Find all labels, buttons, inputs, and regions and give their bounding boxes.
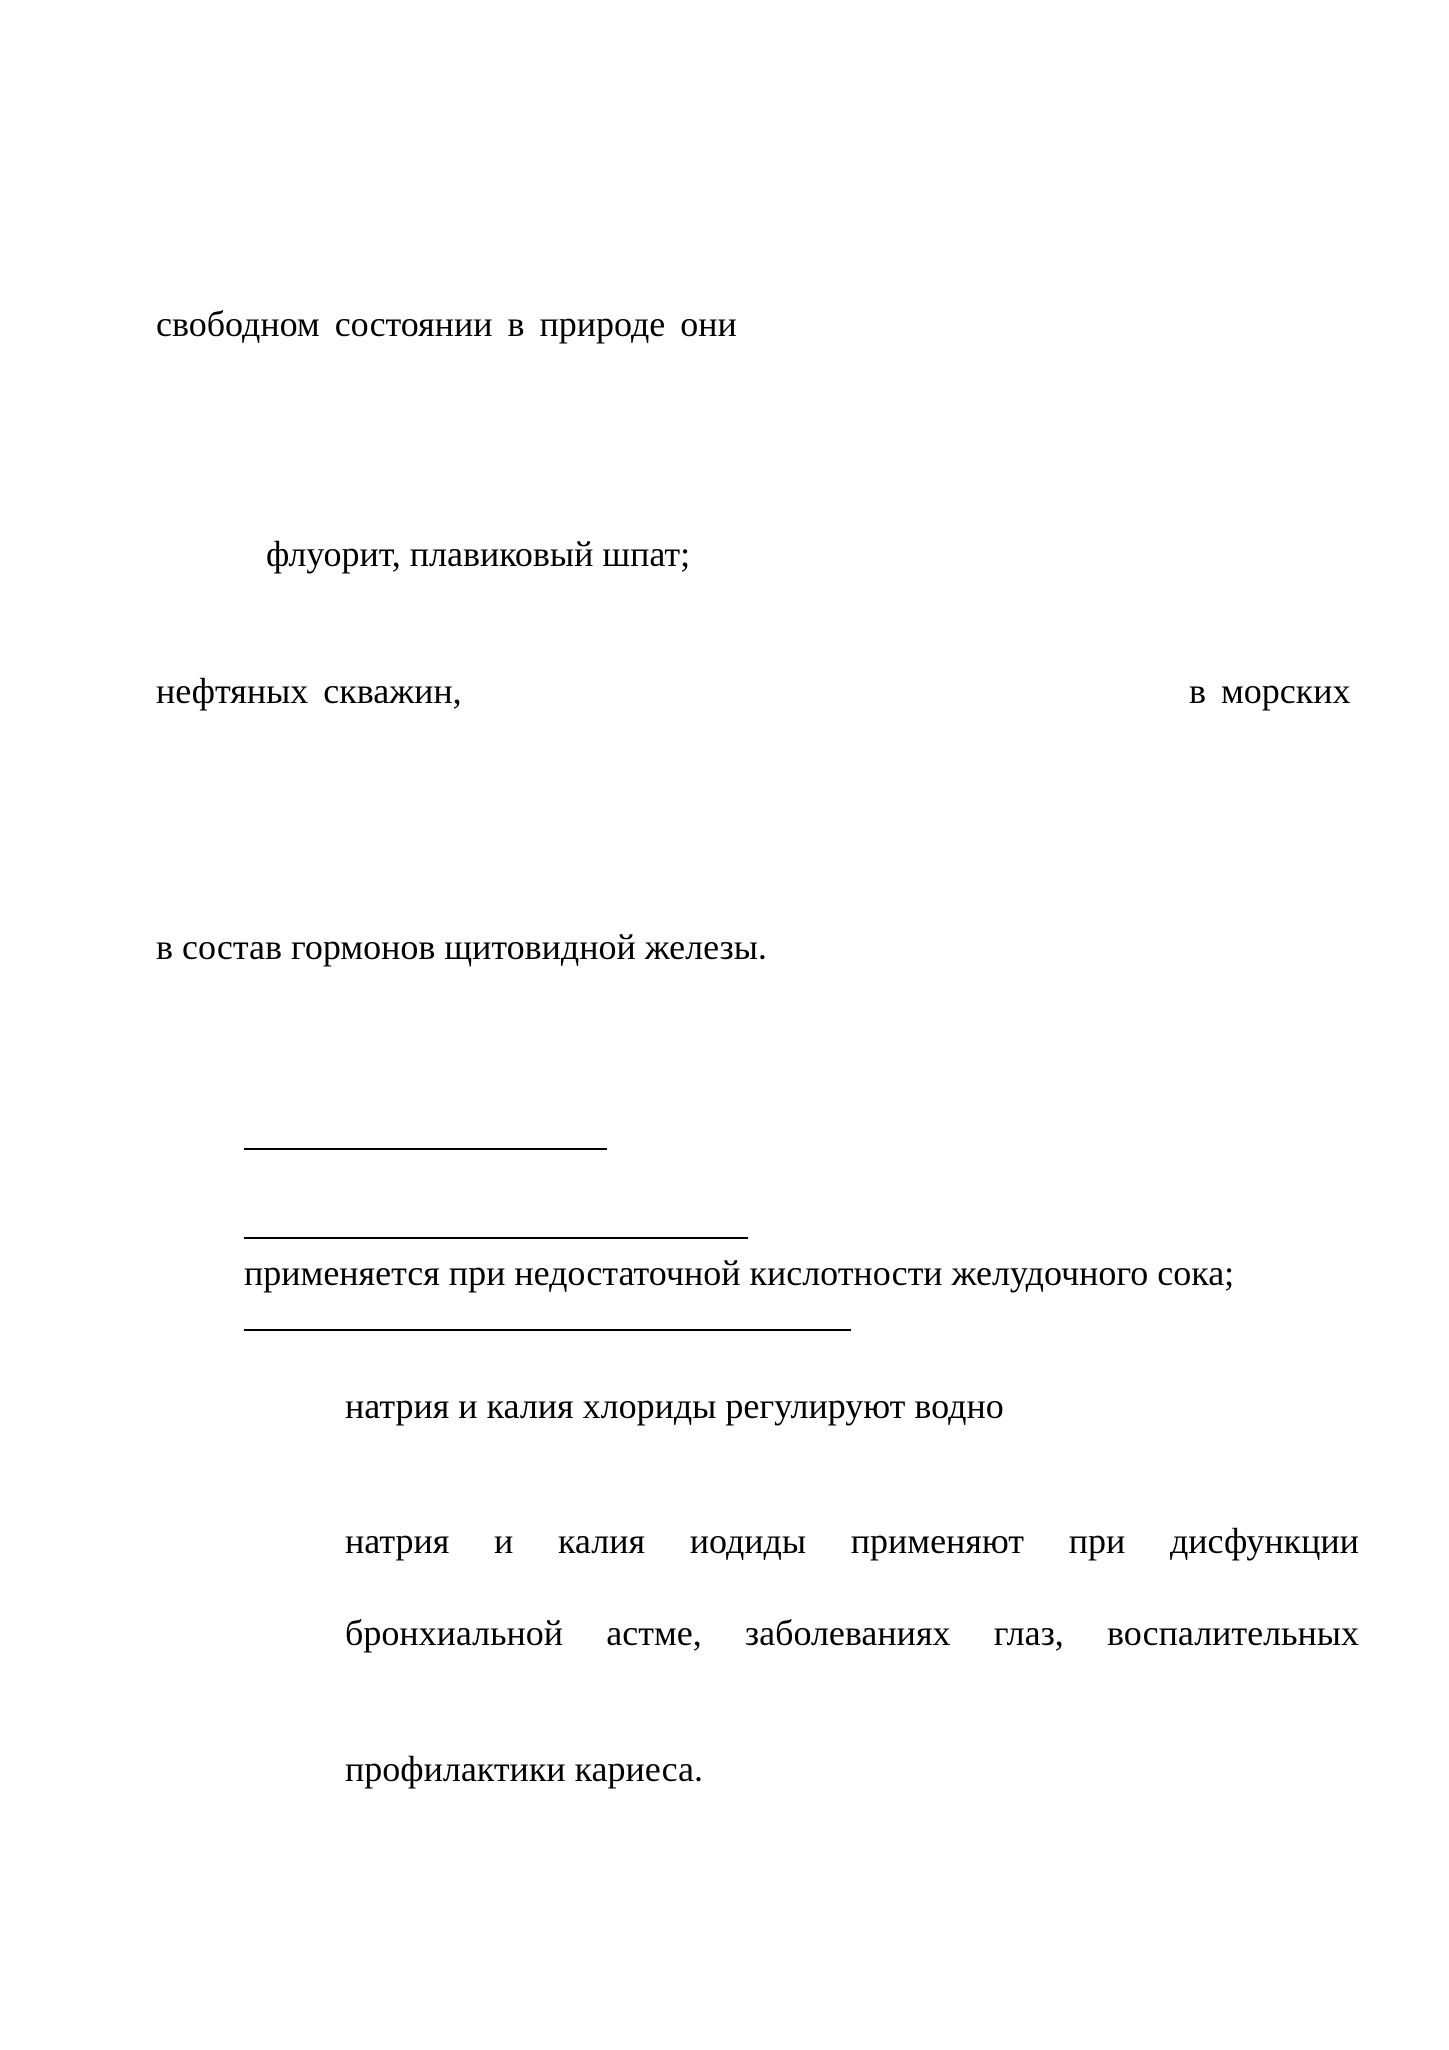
word: дисфункции	[1169, 1521, 1359, 1561]
text-line-chlorides: натрия и калия хлориды регулируют водно	[345, 1386, 1004, 1426]
text-line-natural-state: свободном состоянии в природе они	[156, 304, 737, 344]
word: заболеваниях	[744, 1613, 951, 1653]
word: астме,	[606, 1613, 702, 1653]
word: калия	[557, 1521, 646, 1561]
text-line-oil-wells: нефтяных скважин,	[156, 671, 462, 711]
word: бронхиальной	[345, 1613, 564, 1653]
word: и	[494, 1521, 514, 1561]
text-line-fluorite: флуорит, плавиковый шпат;	[266, 534, 691, 574]
text-line-iodides	[345, 1519, 1359, 1563]
blank-underline-1	[244, 1148, 607, 1150]
blank-underline-2	[244, 1237, 748, 1239]
text-line-asthma	[345, 1611, 1359, 1655]
text-line-caries: профилактики кариеса.	[345, 1749, 704, 1789]
text-line-gastric-acidity: применяется при недостаточной кислотности желудочного сока;	[244, 1253, 1235, 1293]
word: глаз,	[993, 1613, 1064, 1653]
word: применяют	[850, 1521, 1025, 1561]
word: при	[1068, 1521, 1126, 1561]
text-line-marine: в морских	[1189, 671, 1351, 711]
word: иодиды	[689, 1521, 807, 1561]
text-line-thyroid-hormones: в состав гормонов щитовидной железы.	[156, 927, 767, 967]
word: воспалительных	[1107, 1613, 1359, 1653]
word: натрия	[345, 1521, 450, 1561]
blank-underline-3	[244, 1329, 851, 1331]
